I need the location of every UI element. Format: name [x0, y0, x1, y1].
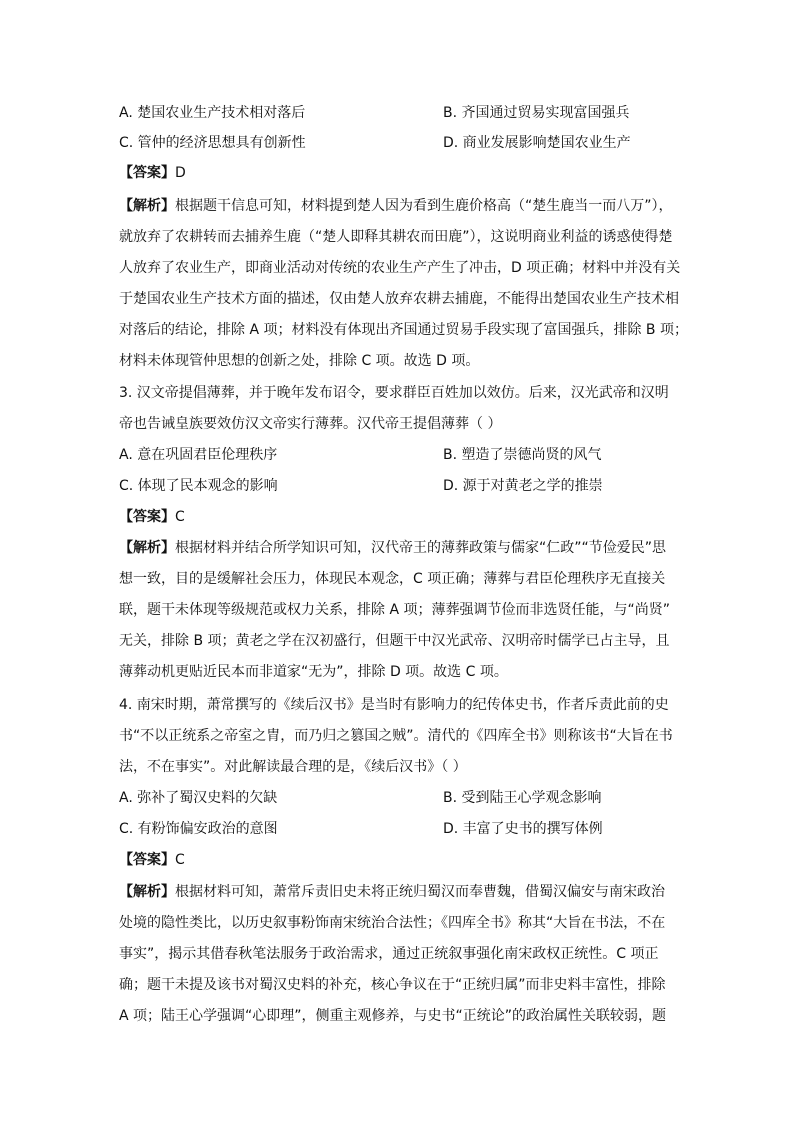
q2-analysis-line: 材料未体现管仲思想的创新之处，排除 C 项。故选 D 项。 [119, 353, 480, 369]
q3-option-d: D. 源于对黄老之学的推崇 [443, 478, 603, 494]
answer-label: 【答案】 [119, 852, 175, 868]
q3-analysis-line: 薄葬动机更贴近民本而非道家“无为”，排除 D 项。故选 C 项。 [119, 664, 508, 680]
q4-analysis-line: 处境的隐性类比，以历史叙事粉饰南宋统治合法性；《四库全书》称其“大旨在书法，不在 [119, 915, 666, 931]
q4-stem-line: 书“不以正统系之帝室之胄，而乃归之篡国之贼”。清代的《四库全书》则称该书“大旨在书 [119, 728, 673, 744]
answer-value: D [175, 165, 186, 181]
q2-analysis-line [119, 196, 673, 216]
q4-option-a: A. 弥补了蜀汉史料的欠缺 [119, 790, 278, 806]
analysis-text: 根据材料可知，萧常斥责旧史未将正统归蜀汉而奉曹魏，借蜀汉偏安与南宋政治 [175, 884, 665, 900]
q4-analysis-line [119, 882, 665, 902]
q4-analysis-line: 事实”，揭示其借春秋笔法服务于政治需求，通过正统叙事强化南宋政权正统性。C 项正 [119, 946, 659, 962]
q4-option-d: D. 丰富了史书的撰写体例 [443, 821, 603, 837]
q3-answer [119, 507, 185, 527]
q3-analysis-line [119, 538, 666, 558]
q3-analysis-line: 联，题干未体现等级规范或权力关系，排除 A 项；薄葬强调节俭而非选贤任能，与“尚贤” [119, 602, 670, 618]
q3-option-a: A. 意在巩固君臣伦理秩序 [119, 447, 278, 463]
analysis-text: 根据题干信息可知，材料提到楚人因为看到生鹿价格高（“楚生鹿当一而八万”）， [175, 198, 673, 214]
q4-option-b: B. 受到陆王心学观念影响 [443, 790, 602, 806]
analysis-label: 【解析】 [119, 540, 175, 556]
answer-label: 【答案】 [119, 165, 175, 181]
q2-analysis-line: 对落后的结论，排除 A 项；材料没有体现出齐国通过贸易手段实现了富国强兵，排除 B 项； [119, 322, 688, 338]
q3-analysis-line: 无关，排除 B 项；黄老之学在汉初盛行，但题干中汉光武帝、汉明帝时儒学已占主导，且 [119, 633, 670, 649]
q3-option-c: C. 体现了民本观念的影响 [119, 478, 278, 494]
answer-value: C [175, 509, 185, 525]
q3-stem-line: 帝也告诫皇族要效仿汉文帝实行薄葬。汉代帝王提倡薄葬（ ） [119, 416, 502, 432]
q2-option-c: C. 管仲的经济思想具有创新性 [119, 135, 306, 151]
q2-answer [119, 163, 186, 183]
q4-stem-line: 法，不在事实”。对此解读最合理的是，《续后汉书》（ ） [119, 759, 467, 775]
q2-analysis-line: 就放弃了农耕转而去捕养生鹿（“楚人即释其耕农而田鹿”），这说明商业利益的诱惑使得楚 [119, 229, 673, 245]
q4-option-c: C. 有粉饰偏安政治的意图 [119, 821, 278, 837]
q4-analysis-line: 确；题干未提及该书对蜀汉史料的补充，核心争议在于“正统归属”而非史料丰富性，排除 [119, 977, 666, 993]
answer-value: C [175, 852, 185, 868]
q4-analysis-line: A 项；陆王心学强调“心即理”，侧重主观修养，与史书“正统论”的政治属性关联较弱，题 [119, 1008, 667, 1024]
q2-analysis-line: 人放弃了农业生产，即商业活动对传统的农业生产产生了冲击，D 项正确；材料中并没有关 [119, 260, 681, 276]
q3-analysis-line: 想一致，目的是缓解社会压力，体现民本观念，C 项正确；薄葬与君臣伦理秩序无直接关 [119, 571, 666, 587]
analysis-label: 【解析】 [119, 198, 175, 214]
q2-option-b: B. 齐国通过贸易实现富国强兵 [443, 105, 630, 121]
q3-stem-line: 3. 汉文帝提倡薄葬，并于晚年发布诏令，要求群臣百姓加以效仿。后来，汉光武帝和汉明 [119, 385, 669, 401]
q4-answer [119, 850, 185, 870]
analysis-label: 【解析】 [119, 884, 175, 900]
analysis-text: 根据材料并结合所学知识可知，汉代帝王的薄葬政策与儒家“仁政”“节俭爱民”思 [175, 540, 667, 556]
q4-stem-line: 4. 南宋时期，萧常撰写的《续后汉书》是当时有影响力的纪传体史书，作者斥责此前的史 [119, 697, 669, 713]
q2-option-d: D. 商业发展影响楚国农业生产 [443, 135, 631, 151]
answer-label: 【答案】 [119, 509, 175, 525]
q2-analysis-line: 于楚国农业生产技术方面的描述，仅由楚人放弃农耕去捕鹿，不能得出楚国农业生产技术相 [119, 291, 679, 307]
q2-option-a: A. 楚国农业生产技术相对落后 [119, 105, 306, 121]
q3-option-b: B. 塑造了崇德尚贤的风气 [443, 447, 602, 463]
